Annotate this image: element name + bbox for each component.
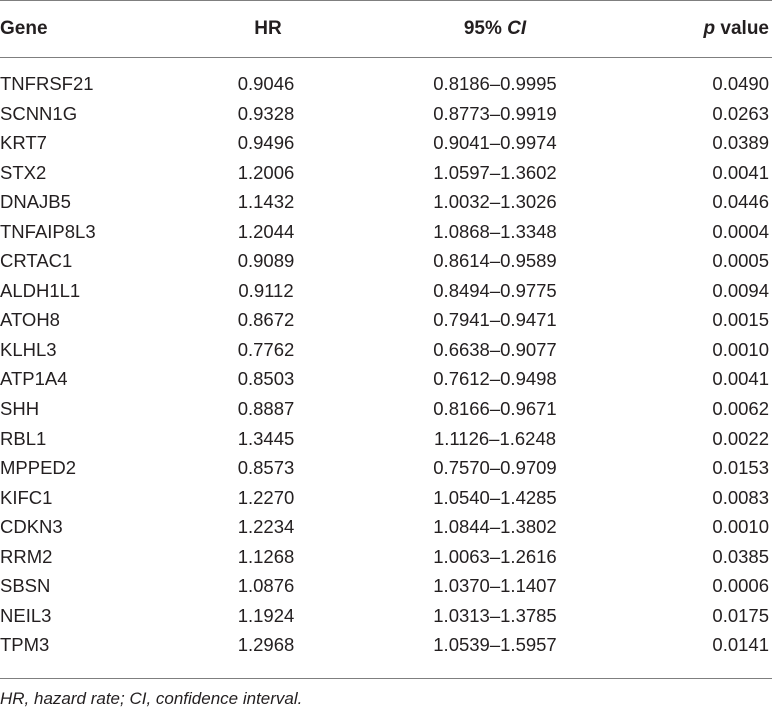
header-p-value <box>704 14 769 44</box>
header-gene: Gene <box>0 18 48 39</box>
table-row <box>0 483 772 513</box>
cell-gene: CDKN3 <box>0 516 63 538</box>
table-row <box>0 128 772 158</box>
cell-p-value: 0.0062 <box>712 398 769 420</box>
cell-p-value: 0.0010 <box>712 338 769 360</box>
cell-p-value: 0.0175 <box>712 604 769 626</box>
table-row <box>0 246 772 276</box>
cell-ci: 0.8773–0.9919 <box>433 102 557 124</box>
cell-gene: CRTAC1 <box>0 250 73 272</box>
cell-p-value: 0.0005 <box>712 250 769 272</box>
cell-ci: 1.0370–1.1407 <box>433 575 557 597</box>
cell-p-value: 0.0083 <box>712 486 769 508</box>
cell-gene: TNFAIP8L3 <box>0 220 96 242</box>
cell-gene: KLHL3 <box>0 338 57 360</box>
cell-ci: 1.0539–1.5957 <box>433 634 557 656</box>
header-rule <box>0 57 772 58</box>
table-row <box>0 542 772 572</box>
cell-ci: 1.0063–1.2616 <box>433 545 557 567</box>
cell-p-value: 0.0004 <box>712 220 769 242</box>
cell-p-value: 0.0006 <box>712 575 769 597</box>
header-ci-prefix: 95% <box>463 18 508 39</box>
table-row <box>0 217 772 247</box>
cell-ci: 0.9041–0.9974 <box>433 132 557 154</box>
table-row <box>0 276 772 306</box>
top-rule <box>0 0 772 1</box>
cell-p-value: 0.0010 <box>712 516 769 538</box>
cell-ci: 0.8614–0.9589 <box>433 250 557 272</box>
cell-ci: 1.0313–1.3785 <box>433 604 557 626</box>
cell-hr: 1.2968 <box>237 634 295 656</box>
cell-hr: 0.8887 <box>237 398 295 420</box>
cell-p-value: 0.0041 <box>712 161 769 183</box>
cell-ci: 1.0868–1.3348 <box>433 220 557 242</box>
cell-hr: 1.2234 <box>237 516 295 538</box>
table-row <box>0 571 772 601</box>
cell-gene: DNAJB5 <box>0 191 71 213</box>
cell-gene: ALDH1L1 <box>0 279 81 301</box>
cell-hr: 0.9046 <box>237 73 295 94</box>
cell-gene: SCNN1G <box>0 102 78 124</box>
header-p-suffix: value <box>715 18 769 39</box>
cell-p-value: 0.0389 <box>712 132 769 154</box>
table-row <box>0 335 772 365</box>
cell-hr: 0.8573 <box>237 457 295 479</box>
cell-hr: 1.0876 <box>237 575 295 597</box>
cell-p-value: 0.0094 <box>712 279 769 301</box>
cell-ci: 1.1126–1.6248 <box>433 427 557 449</box>
table-row <box>0 364 772 394</box>
cell-gene: STX2 <box>0 161 47 183</box>
cell-ci: 1.0597–1.3602 <box>433 161 557 183</box>
cell-gene: NEIL3 <box>0 604 52 626</box>
cell-p-value: 0.0385 <box>712 545 769 567</box>
cell-hr: 1.2044 <box>237 220 295 242</box>
cell-p-value: 0.0022 <box>712 427 769 449</box>
cell-hr: 0.8503 <box>237 368 295 390</box>
cell-ci: 1.0540–1.4285 <box>433 486 557 508</box>
cell-ci: 0.7570–0.9709 <box>433 457 557 479</box>
cell-hr: 1.2270 <box>237 486 295 508</box>
header-hr: HR <box>254 18 282 39</box>
table-row <box>0 453 772 483</box>
cell-hr: 1.1268 <box>237 545 295 567</box>
cell-gene: MPPED2 <box>0 457 77 479</box>
header-ci <box>425 14 565 44</box>
cell-gene: ATOH8 <box>0 309 60 331</box>
cell-p-value: 0.0446 <box>712 191 769 213</box>
cell-hr: 1.1924 <box>237 604 295 626</box>
cell-ci: 0.8186–0.9995 <box>433 73 557 94</box>
cell-hr: 0.9112 <box>238 279 294 301</box>
cell-ci: 1.0032–1.3026 <box>433 191 557 213</box>
table-row <box>0 158 772 188</box>
table-body <box>0 69 772 660</box>
table-row <box>0 69 772 99</box>
cell-hr: 0.8672 <box>237 309 295 331</box>
cell-gene: SHH <box>0 398 40 420</box>
cell-ci: 0.7941–0.9471 <box>433 309 557 331</box>
cell-hr: 0.9496 <box>237 132 295 154</box>
cell-p-value: 0.0041 <box>712 368 769 390</box>
table-row <box>0 99 772 129</box>
cell-gene: ATP1A4 <box>0 368 68 390</box>
cell-ci: 1.0844–1.3802 <box>433 516 557 538</box>
cell-gene: KIFC1 <box>0 486 53 508</box>
cell-ci: 0.6638–0.9077 <box>433 338 557 360</box>
table-row <box>0 630 772 660</box>
cell-hr: 0.9089 <box>237 250 295 272</box>
table-row <box>0 187 772 217</box>
header-p-italic: p <box>703 18 716 39</box>
cell-ci: 0.8166–0.9671 <box>433 398 557 420</box>
cell-ci: 0.7612–0.9498 <box>433 368 557 390</box>
cell-gene: RRM2 <box>0 545 53 567</box>
cell-gene: TPM3 <box>0 634 50 656</box>
cell-hr: 0.7762 <box>237 338 295 360</box>
cell-hr: 1.2006 <box>237 161 295 183</box>
bottom-rule <box>0 678 772 679</box>
table-row <box>0 601 772 631</box>
cell-hr: 0.9328 <box>237 102 295 124</box>
cell-hr: 1.3445 <box>237 427 295 449</box>
header-ci-italic: CI <box>507 18 527 39</box>
table-row <box>0 424 772 454</box>
cell-ci: 0.8494–0.9775 <box>433 279 557 301</box>
table-row <box>0 305 772 335</box>
table-row <box>0 394 772 424</box>
cell-p-value: 0.0153 <box>712 457 769 479</box>
cell-p-value: 0.0015 <box>712 309 769 331</box>
table-row <box>0 512 772 542</box>
cell-p-value: 0.0263 <box>712 102 769 124</box>
cell-gene: KRT7 <box>0 132 47 154</box>
cell-gene: TNFRSF21 <box>0 73 94 94</box>
cell-p-value: 0.0141 <box>712 634 769 656</box>
table-footnote: HR, hazard rate; CI, confidence interval. <box>0 689 303 708</box>
cell-p-value: 0.0490 <box>712 73 769 94</box>
cell-gene: RBL1 <box>0 427 47 449</box>
cell-gene: SBSN <box>0 575 51 597</box>
cell-hr: 1.1432 <box>237 191 295 213</box>
